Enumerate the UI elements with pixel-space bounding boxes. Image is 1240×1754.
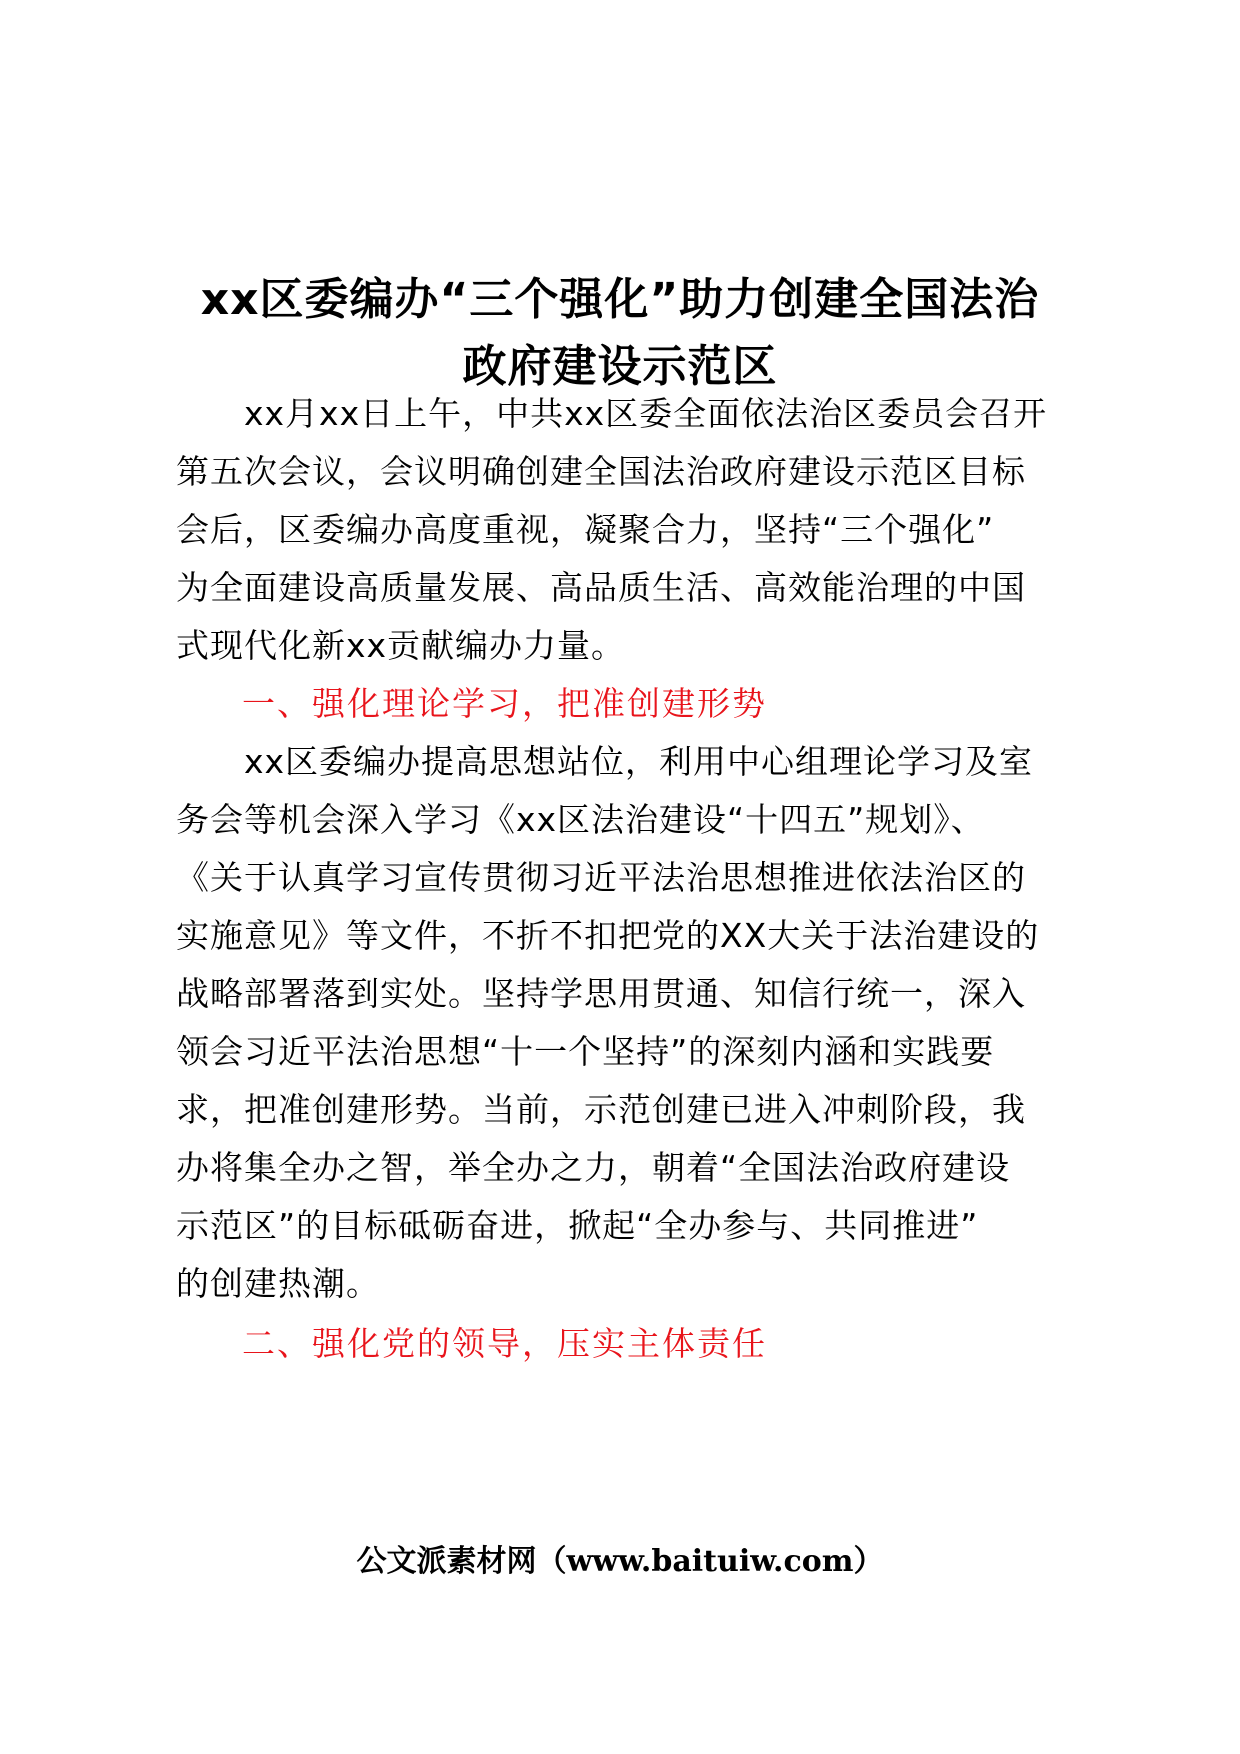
paragraph-1-line-2: 第五次会议，会议明确创建全国法治政府建设示范区目标	[176, 452, 1026, 491]
paragraph-2-line-8: 办将集全办之智，举全办之力，朝着“全国法治政府建设	[176, 1148, 1011, 1187]
document-title-line-1: xx区委编办“三个强化”助力创建全国法治	[200, 274, 1040, 325]
paragraph-2-line-7: 求，把准创建形势。当前，示范创建已进入冲刺阶段，我	[176, 1090, 1026, 1129]
paragraph-2-line-2: 务会等机会深入学习《xx区法治建设“十四五”规划》、	[176, 800, 985, 839]
paragraph-2-line-5: 战略部署落到实处。坚持学思用贯通、知信行统一，深入	[176, 974, 1026, 1013]
paragraph-2-line-1: xx区委编办提高思想站位，利用中心组理论学习及室	[176, 742, 1034, 781]
section-heading-2: 二、强化党的领导，压实主体责任	[242, 1324, 767, 1363]
paragraph-1-line-1: xx月xx日上午，中共xx区委全面依法治区委员会召开	[176, 394, 1048, 433]
paragraph-2-line-4: 实施意见》等文件，不折不扣把党的XX大关于法治建设的	[176, 916, 1040, 955]
section-heading-1: 一、强化理论学习，把准创建形势	[242, 684, 767, 723]
paragraph-1-line-3: 会后，区委编办高度重视，凝聚合力，坚持“三个强化”	[176, 510, 995, 549]
document-title-line-2: 政府建设示范区	[462, 341, 778, 392]
paragraph-1-line-5: 式现代化新xx贡献编办力量。	[176, 626, 626, 665]
paragraph-2-line-3: 《关于认真学习宣传贯彻习近平法治思想推进依法治区的	[176, 858, 1026, 897]
paragraph-1-line-4: 为全面建设高质量发展、高品质生活、高效能治理的中国	[176, 568, 1026, 607]
paragraph-2-line-6: 领会习近平法治思想“十一个坚持”的深刻内涵和实践要	[176, 1032, 995, 1071]
paragraph-2-line-9: 示范区”的目标砥砺奋进，掀起“全办参与、共同推进”	[176, 1206, 979, 1245]
footer-watermark-text: 公文派素材网（www.baituiw.com）	[356, 1544, 884, 1579]
paragraph-2-line-10: 的创建热潮。	[176, 1264, 380, 1303]
